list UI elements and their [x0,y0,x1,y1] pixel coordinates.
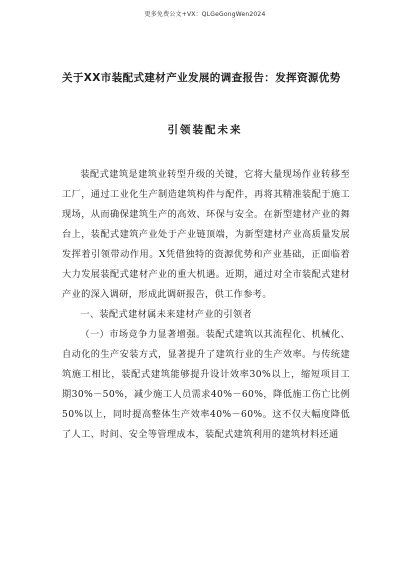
header-note: 更多免费公文+VX：QLGeGongWen2024 [144,11,266,18]
body-paragraph: （一）市场竞争力显著增强。装配式建筑以其流程化、机械化、自动化的生产安装方式，显著提升了建筑行业的生产效率。与传统建筑施工相比，装配式建筑能够提升设计效率30%以上，缩短项目工期30%－50%，减少施工人员需求40%－60%，降低施工伤亡比例50%以上，同时提高整体生产效率40%－60%。这不仅大幅度降低了人工、时间、安全等管理成本，装配式建筑利用的建筑材料还通 [62,329,350,440]
document-title-line-1: 关于XX市装配式建材产业发展的调查报告：发挥资源优势 [62,72,341,84]
document-body [62,165,350,445]
section-heading: 一、装配式建材属未来建材产业的引领者 [80,309,253,320]
intro-paragraph: 装配式建筑是建筑业转型升级的关键，它将大量现场作业转移至工厂，通过工业化生产制造建筑构件与配件，再将其精准装配于施工现场，从而确保建筑生产的高效、环保与安全。在新型建材产业的舞台上，装配式建筑产业处于产业链顶端，为新型建材产业高质量发展发挥着引领带动作用。X凭借独特的资源优势和产业基础，正面临着大力发展装配式建材产业的重大机遇。近期，通过对全市装配式建材产业的深入调研，形成此调研报告，供工作参考。 [62,169,350,300]
document-title-line-2: 引领装配未来 [167,124,243,136]
